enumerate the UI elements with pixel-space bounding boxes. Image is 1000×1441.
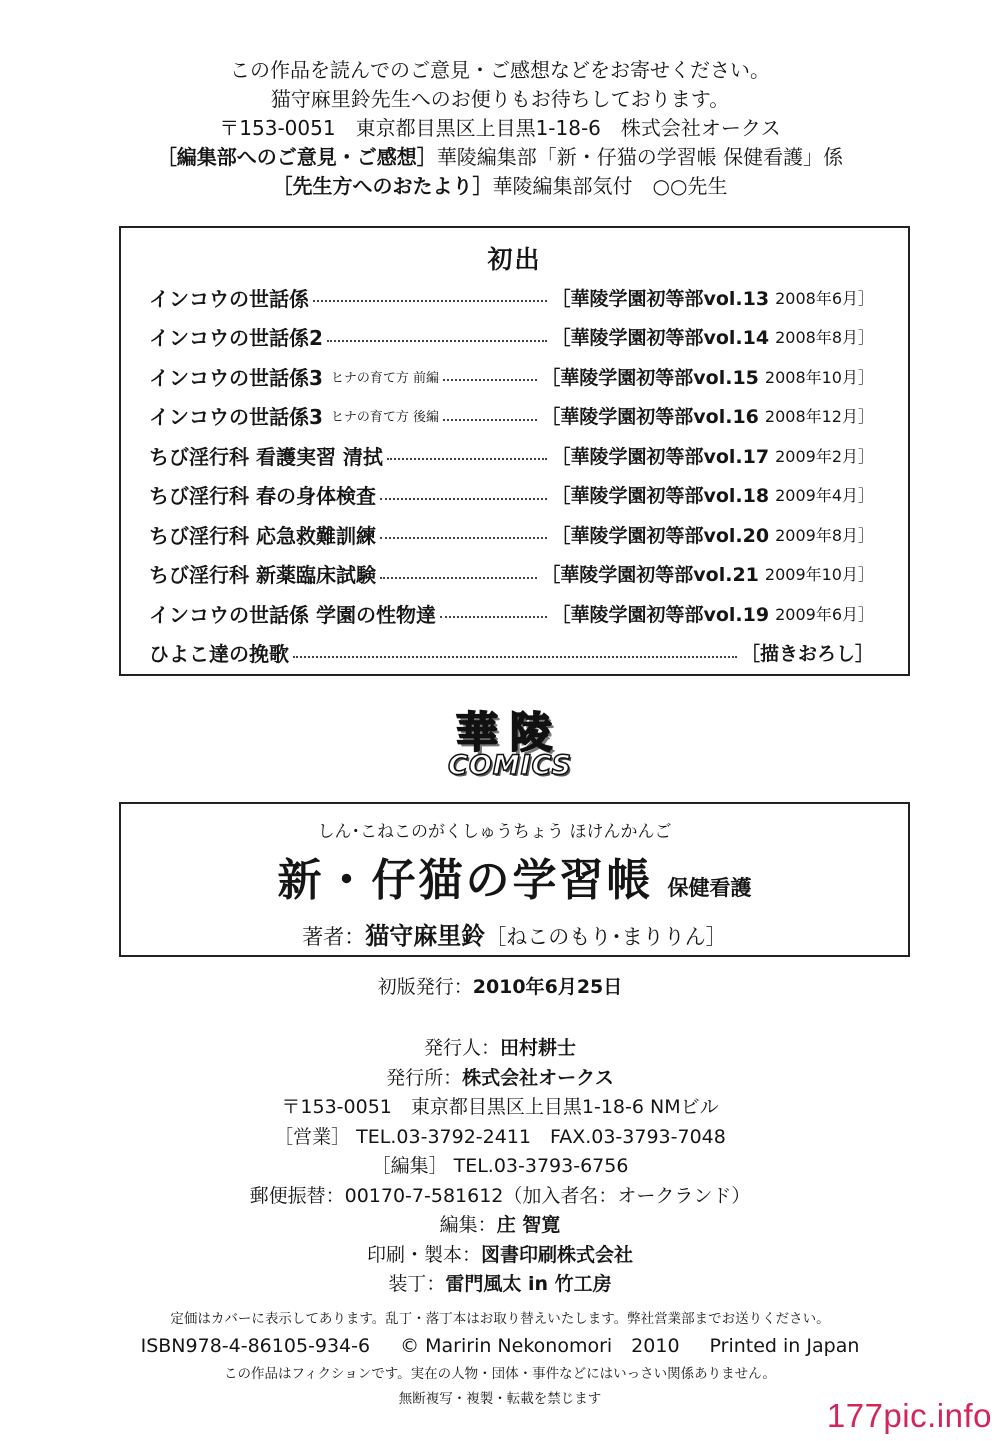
book-title-line [121, 844, 908, 908]
story-date: 2009年6月］ [775, 604, 874, 624]
story-title: インコウの世話係3 [149, 405, 323, 429]
postal-transfer: 郵便振替：00170-7-581612（加入者名：オークランド） [249, 1184, 751, 1207]
editor-line [0, 1211, 1000, 1241]
story-date: 2008年12月］ [764, 407, 874, 426]
dot-leader [327, 340, 548, 342]
copyright: © Maririn Nekonomori 2010 [400, 1335, 680, 1357]
first-appearance-heading: 初出 [487, 245, 542, 274]
author-reading: ［ねこのもり･まりりん］ [485, 925, 727, 949]
story-date: 2009年8月］ [775, 525, 874, 545]
story-date: 2008年6月］ [775, 288, 874, 308]
book-info-box [119, 802, 910, 957]
isbn: ISBN978-4-86105-934-6 [140, 1335, 371, 1357]
author-label: 著者： [302, 925, 366, 949]
printing-label: 印刷・製本： [366, 1243, 481, 1266]
publisher-name: 田村耕士 [500, 1037, 577, 1059]
story-date: 2009年10月］ [764, 565, 874, 584]
author-line [121, 916, 908, 951]
author-name: 猫守麻里鈴 [365, 922, 486, 950]
design-line [0, 1270, 1000, 1300]
story-source: ［描きおろし］ [740, 643, 874, 665]
book-title: 新・仔猫の学習帳 [277, 855, 654, 906]
story-title: ちび淫行科 春の身体検査 [149, 484, 376, 508]
first-edition-date: 2010年6月25日 [472, 976, 623, 998]
printing-line [0, 1241, 1000, 1271]
watermark: 177pic.info [826, 1397, 992, 1434]
dot-leader [380, 537, 548, 539]
editor-label: 編集： [439, 1214, 497, 1236]
dot-leader [380, 498, 548, 500]
dot-leader [313, 300, 547, 302]
story-source: ［華陵学園初等部vol.15 [541, 366, 759, 389]
story-subtitle: ヒナの育て方 前編 [330, 370, 440, 386]
title-reading: しん･こねこのがくしゅうちょう ほけんかんご [317, 822, 672, 842]
printing-company: 図書印刷株式会社 [481, 1243, 634, 1266]
story-source: ［華陵学園初等部vol.20 [551, 524, 770, 547]
contact-block [0, 56, 1000, 201]
copy-note: 無断複写・複製・転載を禁じます [398, 1391, 602, 1407]
colophon [0, 1034, 1000, 1300]
first-appearance-row [149, 517, 874, 551]
editorial-label: ［編集部へのご意見・ご感想］ [156, 145, 437, 169]
office-address: 〒153-0051 東京都目黒区上目黒1-18-6 NMビル [281, 1096, 719, 1118]
story-source: ［華陵学園初等部vol.16 [541, 406, 759, 428]
story-source: ［華陵学園初等部vol.17 [551, 445, 770, 468]
footer [0, 1307, 1000, 1407]
publisher-logo [440, 700, 580, 786]
first-appearance-row [149, 596, 874, 630]
design-label: 装丁： [388, 1273, 446, 1295]
office-name: 株式会社オークス [462, 1066, 614, 1089]
first-appearance-row [149, 557, 874, 591]
editorial-address: 華陵編集部「新・仔猫の学習帳 保健看護」係 [436, 145, 844, 169]
editorial-contact: ［編集］ TEL.03-3793-6756 [371, 1155, 629, 1177]
letters-label: ［先生方へのおたより］ [272, 174, 493, 198]
intro-line: この作品を読んでのご意見・ご感想などをお寄せください。 [230, 58, 770, 82]
printed-in: Printed in Japan [709, 1335, 860, 1357]
story-date: 2009年2月］ [775, 446, 874, 466]
first-appearance-row [149, 359, 874, 393]
fiction-note: この作品はフィクションです。実在の人物・団体・事件などにはいっさい関係ありません。 [224, 1366, 776, 1382]
dot-leader [387, 458, 548, 460]
publisher-line [0, 1034, 1000, 1064]
story-date: 2008年8月］ [775, 328, 874, 347]
first-appearance-row [149, 399, 874, 433]
story-title: インコウの世話係3 [149, 365, 323, 390]
dot-leader [443, 379, 537, 381]
first-appearance-row [149, 280, 874, 314]
isbn-line [0, 1331, 1000, 1358]
story-title: ちび淫行科 看護実習 清拭 [149, 444, 383, 469]
story-title: インコウの世話係 学園の性物達 [149, 602, 436, 627]
dot-leader [380, 577, 537, 579]
price-note: 定価はカバーに表示してあります。乱丁・落丁本はお取り替えいたします。弊社営業部までお送りください。 [170, 1311, 830, 1327]
story-title: インコウの世話係2 [149, 326, 323, 350]
story-title: ひよこ達の挽歌 [149, 642, 289, 666]
logo-word: COMICS [448, 750, 572, 781]
story-source: ［華陵学園初等部vol.21 [541, 564, 759, 586]
sales-contact: ［営業］ TEL.03-3792-2411 FAX.03-3793-7048 [274, 1125, 726, 1148]
story-title: ちび淫行科 応急救難訓練 [149, 523, 376, 548]
designer-name: 雷門風太 in 竹工房 [445, 1273, 612, 1295]
story-subtitle: ヒナの育て方 後編 [330, 410, 440, 425]
dot-leader [440, 616, 548, 618]
first-edition-label: 初版発行： [377, 976, 473, 998]
first-appearance-row [149, 636, 874, 670]
first-appearance-box [119, 226, 910, 676]
first-appearance-row [149, 320, 874, 354]
story-title: インコウの世話係 [149, 286, 309, 311]
first-appearance-row [149, 438, 874, 472]
first-appearance-row [149, 478, 874, 512]
logo-kanji: 華陵 [455, 708, 564, 757]
story-source: ［華陵学園初等部vol.19 [551, 603, 770, 626]
book-subtitle: 保健看護 [667, 876, 752, 900]
story-source: ［華陵学園初等部vol.14 [551, 327, 770, 349]
intro-line: 猫守麻里鈴先生へのお便りもお待ちしております。 [270, 87, 730, 111]
story-date: 2009年4月］ [775, 486, 874, 505]
dot-leader [443, 419, 537, 421]
story-date: 2008年10月］ [764, 367, 874, 387]
dot-leader [293, 656, 737, 658]
intro-editorial-line [0, 143, 1000, 172]
intro-letters-line [0, 172, 1000, 201]
first-edition-line [0, 972, 1000, 999]
letters-address: 華陵編集部気付 ○○先生 [492, 174, 728, 198]
office-label: 発行所： [386, 1066, 463, 1089]
publisher-label: 発行人： [423, 1037, 500, 1059]
story-source: ［華陵学園初等部vol.13 [551, 287, 770, 310]
story-source: ［華陵学園初等部vol.18 [551, 485, 770, 507]
editor-name: 庄 智寛 [496, 1214, 561, 1236]
office-line [0, 1064, 1000, 1094]
intro-address: 〒153-0051 東京都目黒区上目黒1-18-6 株式会社オークス [219, 116, 781, 140]
story-title: ちび淫行科 新薬臨床試験 [149, 563, 376, 587]
